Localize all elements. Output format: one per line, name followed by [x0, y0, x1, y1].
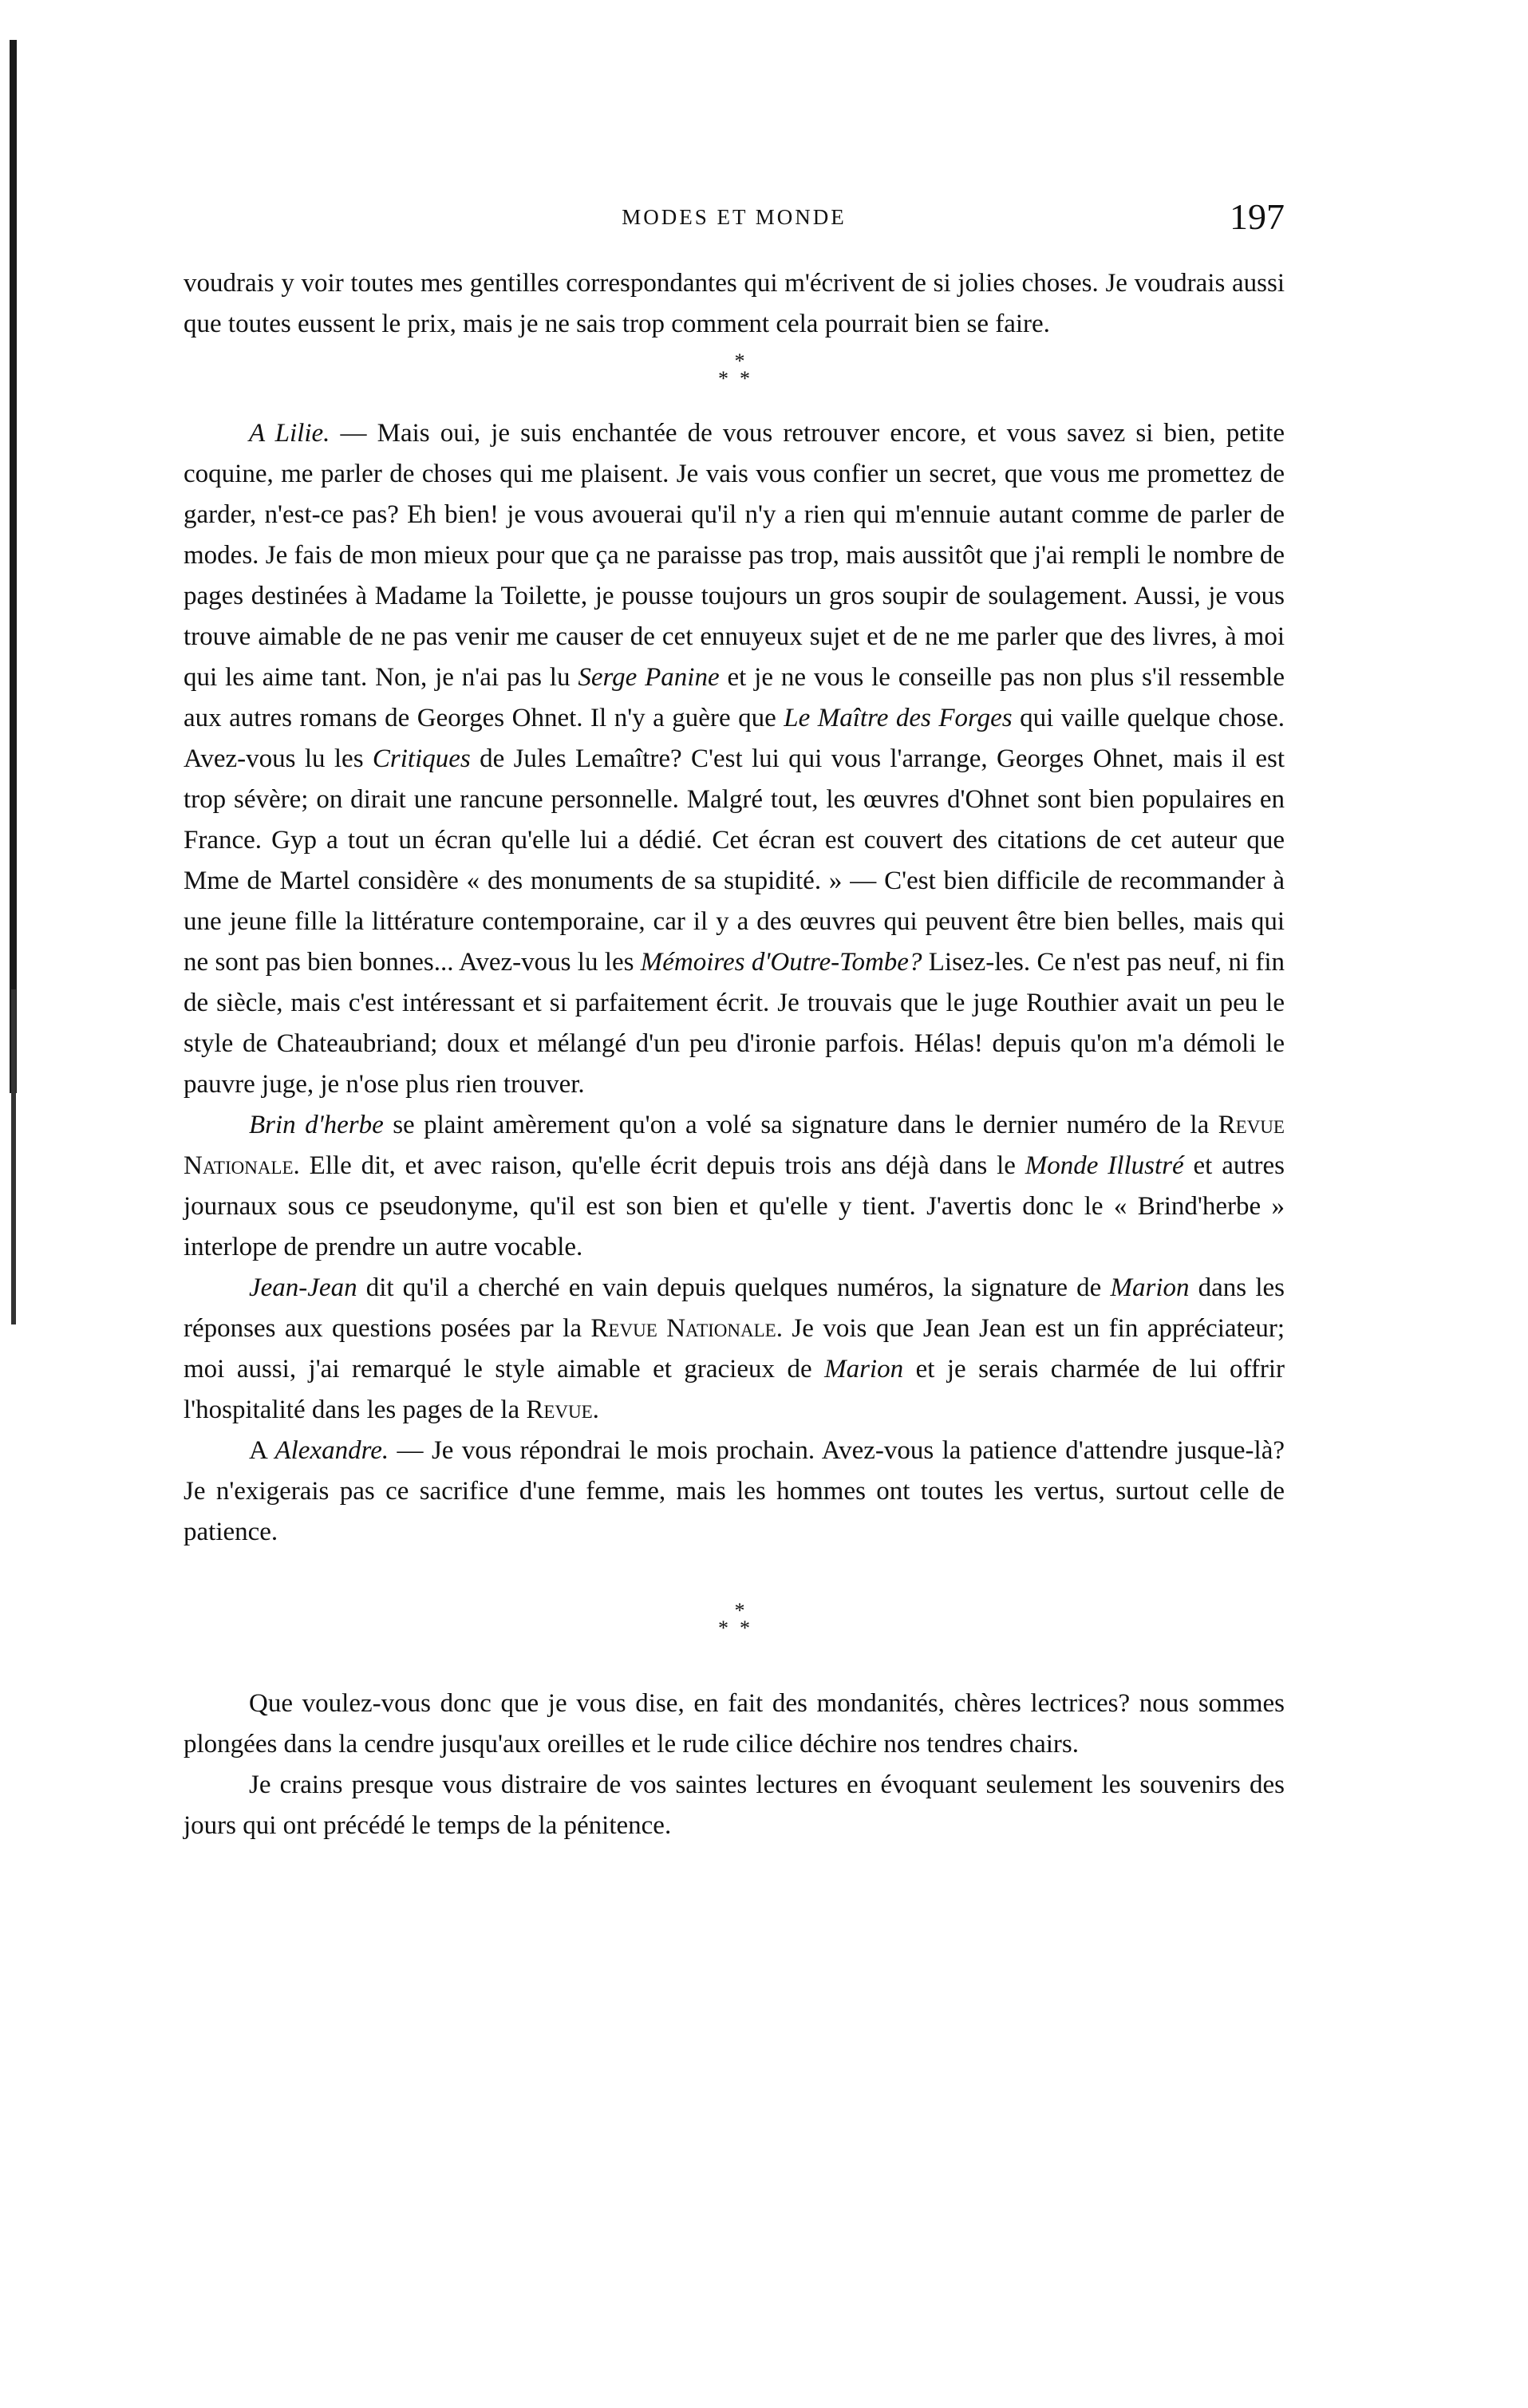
addressee-lilie: A Lilie.: [249, 419, 330, 448]
asterism-bottom: **: [718, 367, 761, 390]
asterism-top: *: [734, 349, 745, 373]
addressee-alexandre: Alexandre.: [274, 1436, 389, 1465]
brin-text-c: et autres journaux sous ce pseudonyme, qu'il est son bien et qu'elle y tient. J'avertis donc le « Brind'herbe » interlope de prendre un autre vocable.: [184, 1151, 1285, 1261]
reply-lilie-text-c: qui vaille quelque chose. Avez-vous lu les: [184, 704, 1285, 773]
reply-lilie-text-d: de Jules Lemaître? C'est lui qui vous l'arrange, Georges Ohnet, mais il est trop sévère; on dirait une rancune personnelle. Malgré tout, les œuvres d'Ohnet sont bien populaires en France. Gyp a tout un écran qu'elle lui a dédié. Cet écran est couvert des citations de cet auteur que Mme de Martel considère « des monuments de sa stupidité. » — C'est bien difficile de recommander à une jeune fille la littérature contemporaine, car il y a des œuvres qui peuvent être bien belles, mais qui ne sont pas bien bonnes... Avez-vous lu les: [184, 744, 1285, 977]
title-maitre-des-forges: Le Maître des Forges: [784, 704, 1013, 732]
section-asterism-2: [184, 1599, 1285, 1640]
title-serge-panine: Serge Panine: [578, 663, 720, 692]
name-marion-2: Marion: [824, 1355, 904, 1384]
alexandre-prefix: A: [249, 1436, 275, 1465]
reply-lilie-text-b: et je ne vous le conseille pas non plus s'il ressemble aux autres romans de Georges Ohnet. Il n'y a guère que: [184, 663, 1285, 732]
body-text: [184, 263, 1285, 1846]
page-binding-edge: [10, 40, 17, 1093]
asterism-2-bottom: **: [718, 1617, 761, 1640]
title-critiques: Critiques: [372, 744, 471, 773]
jean-text-a: dit qu'il a cherché en vain depuis quelques numéros, la signature de: [357, 1273, 1111, 1302]
revue-nationale-ref: Revue Nationale.: [184, 1111, 1285, 1180]
title-memoires: Mémoires d'Outre-Tombe?: [640, 948, 922, 977]
revue-nationale-ref-2: Revue Nationale.: [590, 1314, 783, 1343]
revue-ref: Revue.: [526, 1395, 599, 1424]
running-title: MODES ET MONDE: [622, 205, 847, 229]
paragraph-alexandre: [184, 1431, 1285, 1553]
paragraph-mondanites: Que voulez-vous donc que je vous dise, en fait des mondanités, chères lectrices? nous sommes plongées dans la cendre jusqu'aux oreilles et le rude cilice déchire nos tendres chairs.: [184, 1689, 1285, 1759]
page-number: 197: [1230, 196, 1285, 237]
brin-text-b: Elle dit, et avec raison, qu'elle écrit depuis trois ans déjà dans le: [299, 1151, 1025, 1180]
section-asterism: [184, 349, 1285, 390]
jean-text-c: Je vois que Jean Jean est un fin appréciateur; moi aussi, j'ai remarqué le style aimable et gracieux de: [184, 1314, 1285, 1384]
running-head: [184, 195, 1285, 243]
paragraph-souvenirs: Je crains presque vous distraire de vos saintes lectures en évoquant seulement les souvenirs des jours qui ont précédé le temps de la pénitence.: [184, 1770, 1285, 1840]
paragraph-continuation: voudrais y voir toutes mes gentilles correspondantes qui m'écrivent de si jolies choses. Je voudrais aussi que toutes eussent le prix, mais je ne sais trop comment cela pourrait bien se faire.: [184, 269, 1285, 338]
paragraph-reply-lilie: [184, 413, 1285, 1105]
reply-lilie-text-a: — Mais oui, je suis enchantée de vous retrouver encore, et vous savez si bien, petite coquine, me parler de choses qui me plaisent. Je vais vous confier un secret, que vous me promettez de garder, n'est-ce pas? Eh bien! je vous avouerai qu'il n'y a rien qui m'ennuie autant comme de parler de modes. Je fais de mon mieux pour que ça ne paraisse pas trop, mais aussitôt que j'ai rempli le nombre de pages destinées à Madame la Toilette, je pousse toujours un gros soupir de soulagement. Aussi, je vous trouve aimable de ne pas venir me causer de cet ennuyeux sujet et de ne me parler que des livres, à moi qui les aime tant. Non, je n'ai pas lu: [184, 419, 1285, 692]
reply-lilie-text-e: Lisez-les. Ce n'est pas neuf, ni fin de siècle, mais c'est intéressant et si parfaitement écrit. Je trouvais que le juge Routhier avait un peu le style de Chateaubriand; doux et mélangé d'un peu d'ironie parfois. Hélas! depuis qu'on m'a démoli le pauvre juge, je n'ose plus rien trouver.: [184, 948, 1285, 1099]
paragraph-brin-dherbe: [184, 1105, 1285, 1268]
brin-text-a: se plaint amèrement qu'on a volé sa signature dans le dernier numéro de la: [383, 1111, 1218, 1139]
name-brin-dherbe: Brin d'herbe: [249, 1111, 384, 1139]
asterism-2-top: *: [734, 1599, 745, 1622]
name-jean-jean: Jean-Jean: [249, 1273, 357, 1302]
title-monde-illustre: Monde Illustré: [1025, 1151, 1184, 1180]
paragraph-jean-jean: [184, 1268, 1285, 1431]
jean-text-d: et je serais charmée de lui offrir l'hospitalité dans les pages de la: [184, 1355, 1285, 1424]
jean-text-b: dans les réponses aux questions posées par la: [184, 1273, 1285, 1343]
page-binding-shadow: [11, 989, 16, 1324]
name-marion: Marion: [1110, 1273, 1190, 1302]
alexandre-text: — Je vous répondrai le mois prochain. Avez-vous la patience d'attendre jusque-là? Je n'exigerais pas ce sacrifice d'une femme, mais les hommes ont toutes les vertus, surtout celle de patience.: [184, 1436, 1285, 1546]
